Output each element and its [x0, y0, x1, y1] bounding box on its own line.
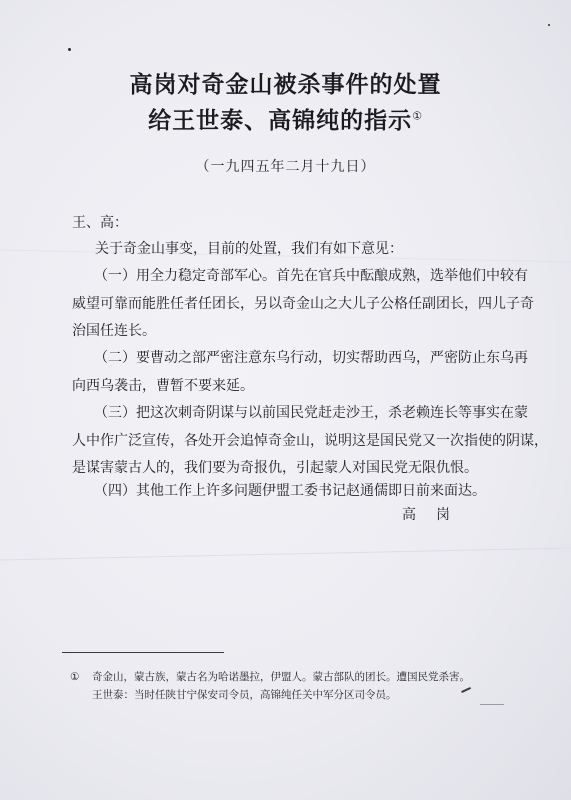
paragraph-line: （一）用全力稳定奇部军心。首先在官兵中酝酿成熟，选举他们中较有: [94, 268, 528, 284]
paragraph-line: 向西乌袭击，曹暂不要来延。: [72, 377, 254, 394]
paragraph-2: [72, 345, 527, 400]
footnote-item: [70, 668, 470, 686]
paper-speck: [548, 24, 550, 26]
paragraph-line: 是谋害蒙古人的，我们要为奇报仇，引起蒙人对国民党无限仇恨。: [72, 460, 478, 476]
footnotes: [70, 668, 470, 704]
paragraph-line: （四）其他工作上许多问题伊盟工委书记赵通儒即日前来面达。: [94, 483, 486, 499]
paragraph-3: [72, 400, 548, 483]
paragraph-1: [72, 263, 534, 346]
paragraph-line: 治国任连长。: [72, 323, 156, 339]
title-text: 高岗对奇金山被杀事件的处置: [129, 72, 442, 98]
footnote-number: ①: [70, 671, 80, 683]
footnote-continuation: 王世泰：当时任陕甘宁保安司令员，高锦纯任关中军分区司令员。: [92, 689, 397, 701]
paragraph-4: [72, 478, 527, 506]
title-text: 给王世泰、高锦纯的指示: [148, 108, 413, 134]
paragraph-line: （三）把这次刺奇阴谋与以前国民党赶走沙王，杀老赖连长等事实在蒙: [94, 405, 528, 421]
paragraph-line: 人中作广泛宣传，各处开会追悼奇金山，说明这是国民党又一次指使的阴谋，: [72, 432, 548, 449]
document-date: （一九四五年二月十九日）: [195, 159, 376, 175]
paragraph-line: 威望可靠而能胜任者任团长，另以奇金山之大儿子公格任副团长，四儿子奇: [72, 295, 534, 312]
intro-paragraph: 关于奇金山事变，目前的处置，我们有如下意见：: [95, 241, 403, 257]
footnote-marker: ①: [412, 109, 423, 123]
document-title-line2: [0, 102, 571, 135]
document-title-line1: [0, 66, 571, 99]
paper-speck: [68, 48, 71, 51]
signature: 高岗: [402, 507, 470, 523]
footnote-divider: [62, 652, 224, 653]
footnote-text: 奇金山，蒙古族，蒙古名为哈诺墨拉，伊盟人。蒙古部队的团长。遭国民党杀害。: [92, 671, 470, 683]
salutation: 王、高：: [72, 215, 128, 231]
paragraph-line: （二）要曹动之部严密注意东乌行动，切实帮助西乌，严密防止东乌再: [94, 350, 528, 366]
pen-mark: [480, 704, 504, 705]
